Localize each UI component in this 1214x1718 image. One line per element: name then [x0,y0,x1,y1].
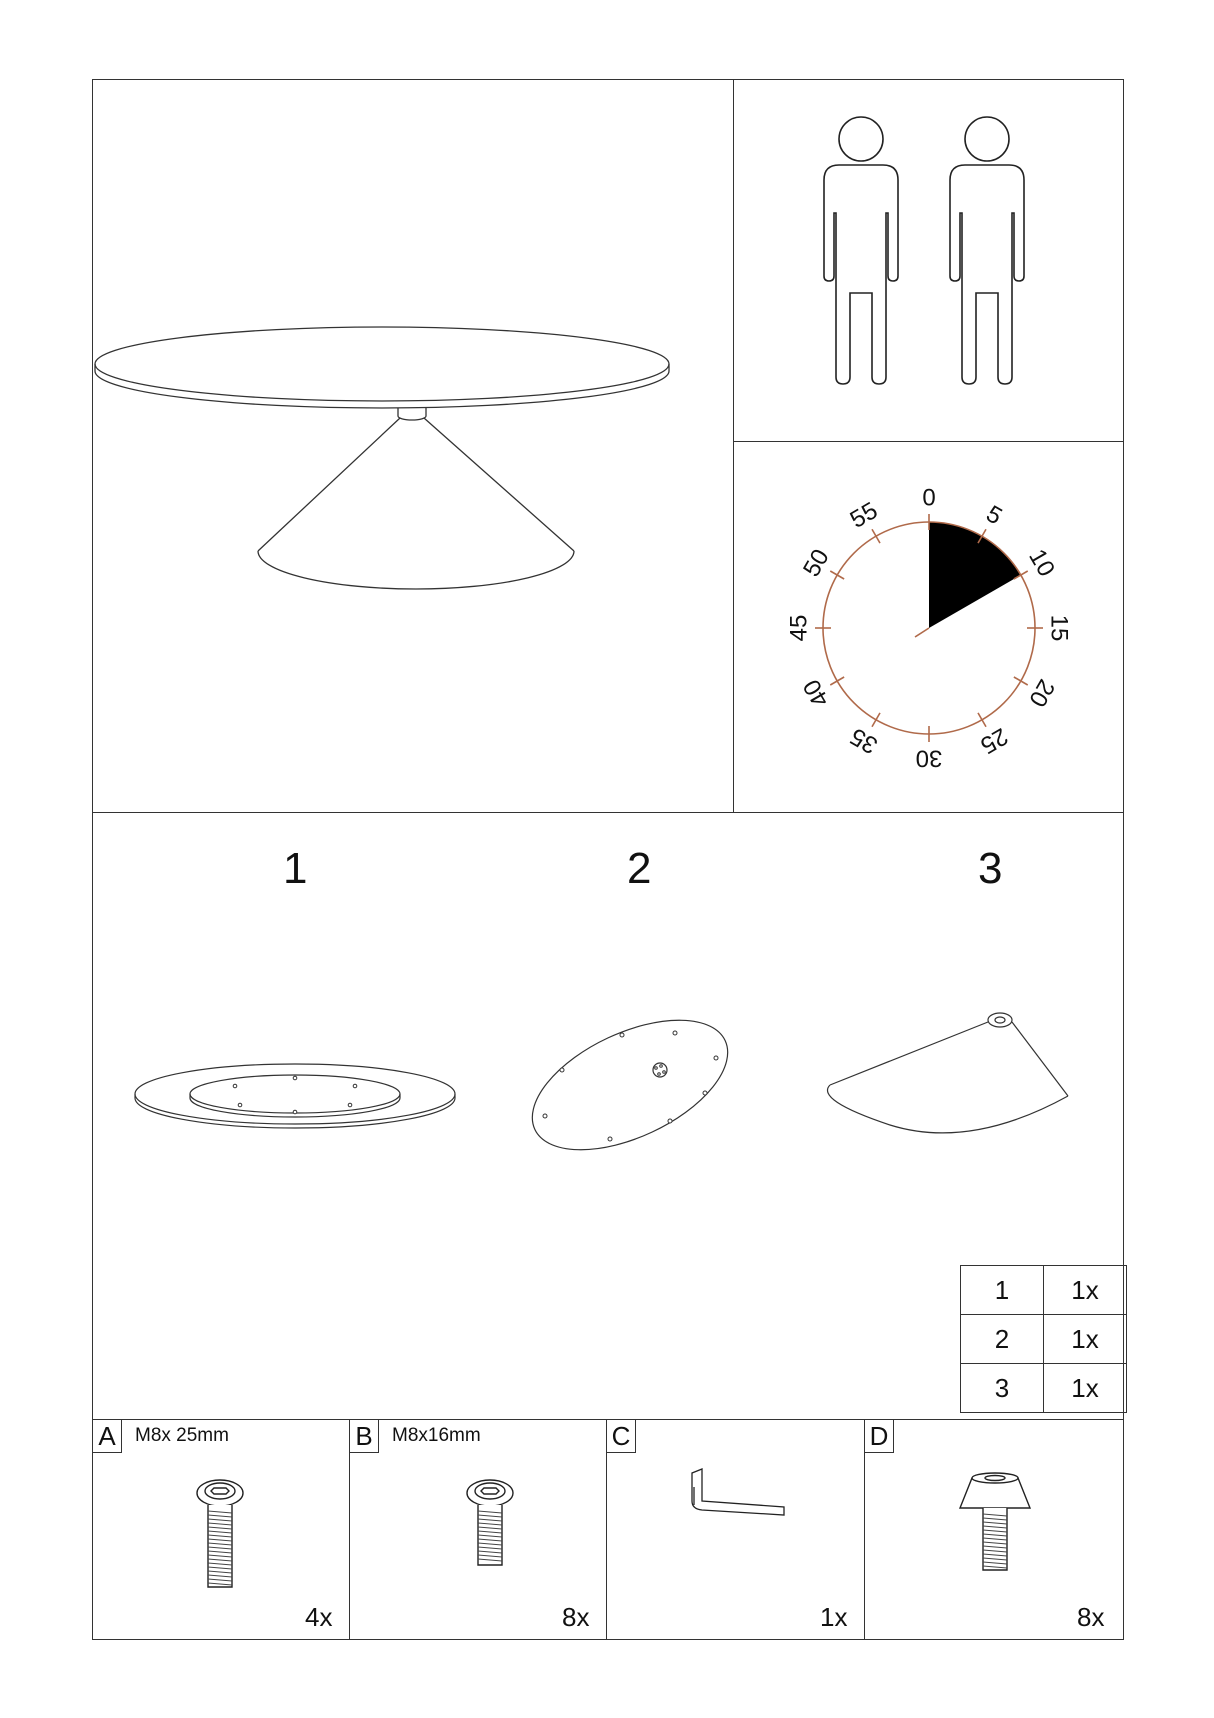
timer-label: 25 [975,722,1013,759]
timer-shaded-sector [929,522,1021,628]
part-2-mounting-plate [520,1015,740,1155]
timer-tick [830,571,844,579]
hardware-letter-a: A [93,1420,122,1453]
hardware-letter-c: C [607,1420,636,1453]
timer-tick [830,677,844,685]
hardware-qty-d: 8x [1077,1602,1105,1632]
timer-label: 15 [1045,614,1073,642]
glide-bolt-icon [950,1470,1040,1590]
table-row [961,1315,1127,1364]
timer-hand [915,628,929,637]
part-3-cone-base [820,1000,1080,1160]
timer-label: 40 [798,674,835,712]
timer-label: 10 [1023,544,1060,582]
timer-label: 5 [981,500,1007,531]
hardware-qty-b: 8x [562,1602,590,1632]
timer-label: 45 [785,614,813,642]
timer-label: 55 [845,497,883,534]
timer-tick [872,529,880,543]
hardware-qty-a: 4x [305,1602,333,1632]
step-number-1: 1 [283,844,308,893]
timer-label: 20 [1023,674,1060,712]
person-icon [950,117,1024,384]
allen-key-icon [680,1465,800,1535]
two-persons-icon [733,79,1124,442]
part-id: 2 [961,1315,1044,1364]
part-id: 1 [961,1266,1044,1315]
part-qty: 1x [1044,1315,1127,1364]
part-1-tabletop [130,1050,460,1140]
timer-label: 30 [915,744,943,772]
timer-label: 35 [845,722,883,759]
hardware-size-b: M8x16mm [392,1425,481,1446]
parts-quantity-table [960,1265,1127,1413]
bolt-a-icon [190,1475,250,1595]
person-icon [824,117,898,384]
timer-tick [1014,677,1028,685]
timer-tick [978,713,986,727]
part-id: 3 [961,1364,1044,1413]
table-row [961,1364,1127,1413]
step-number-2: 2 [627,844,652,893]
hardware-letter-b: B [350,1420,379,1453]
hardware-qty-c: 1x [820,1602,848,1632]
timer-tick [872,713,880,727]
part-qty: 1x [1044,1364,1127,1413]
timer-label: 0 [922,484,936,512]
bolt-b-icon [460,1475,520,1575]
hardware-letter-d: D [865,1420,894,1453]
step-number-3: 3 [978,844,1003,893]
hardware-size-a: M8x 25mm [135,1425,229,1446]
assembly-time-clock [733,441,1124,813]
part-qty: 1x [1044,1266,1127,1315]
assembled-table-drawing [92,79,734,813]
timer-label: 50 [798,544,835,582]
table-row [961,1266,1127,1315]
